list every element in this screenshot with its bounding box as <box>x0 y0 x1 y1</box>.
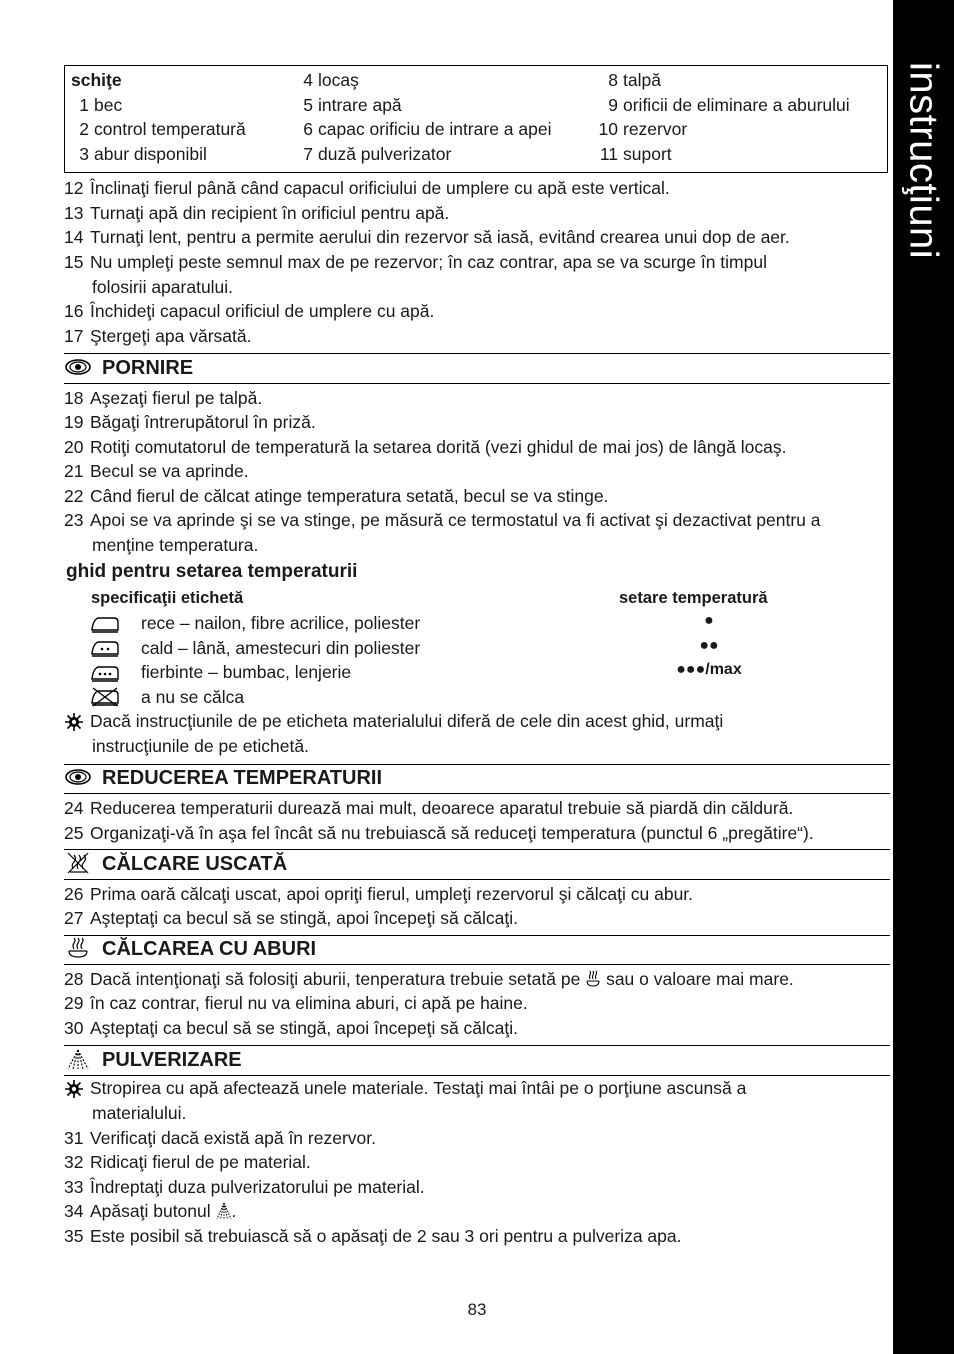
eye-icon <box>64 766 92 788</box>
part-item: 6 capac orificiu de intrare a apei <box>303 119 552 139</box>
spray-note: Stropirea cu apă afectează unele materiale. Testaţi mai întâi pe o porţiune ascunsă a <box>90 1078 747 1098</box>
spray-icon <box>64 1048 92 1070</box>
step-31: 31 Verificaţi dacă există apă în rezervor. <box>64 1128 376 1148</box>
divider <box>64 383 890 384</box>
step-14: 14 Turnaţi lent, pentru a permite aerului din rezervor să iasă, evitând crearea unui dop de aer. <box>64 227 790 247</box>
step-18: 18 Aşezaţi fierul pe talpă. <box>64 388 263 408</box>
part-item: 9 orificii de eliminare a aburului <box>608 94 850 115</box>
do-not-iron-icon <box>90 687 120 707</box>
divider <box>64 1045 890 1046</box>
step-34: 34 Apăsaţi butonul . <box>64 1201 237 1221</box>
eye-icon <box>64 356 92 378</box>
iron-hot-icon <box>90 663 120 683</box>
section-heading-pornire: PORNIRE <box>64 355 193 381</box>
guide-row-label: a nu se călca <box>141 687 245 707</box>
guide-row-setting: ●● <box>699 637 719 654</box>
divider <box>64 879 890 880</box>
section-heading-pulverizare: PULVERIZARE <box>64 1047 242 1073</box>
step-20: 20 Rotiţi comutatorul de temperatură la setarea dorită (vezi ghidul de mai jos) de lângă locaş. <box>64 437 787 457</box>
spray-note-continued: materialului. <box>92 1103 187 1123</box>
parts-column-3 <box>596 68 850 166</box>
guide-title: ghid pentru setarea temperaturii <box>66 561 358 582</box>
guide-row-label: rece – nailon, fibre acrilice, poliester <box>141 613 421 633</box>
guide-row-setting: ● <box>704 612 714 629</box>
step-15: 15 Nu umpleţi peste semnul max de pe rezervor; în caz contrar, apa se va scurge în timpul <box>64 252 767 272</box>
parts-column-1 <box>71 68 246 166</box>
spray-icon <box>216 1202 232 1220</box>
step-28: 28 Dacă intenţionaţi să folosiţi aburii, tenperatura trebuie setată pe sau o valoare mai mare. <box>64 969 794 989</box>
step-21: 21 Becul se va aprinde. <box>64 461 249 481</box>
step-33: 33 Îndreptaţi duza pulverizatorului pe material. <box>64 1177 425 1197</box>
section-heading-uscata: CĂLCARE USCATĂ <box>64 851 287 877</box>
step-23: 23 Apoi se va aprinde şi se va stinge, pe măsură ce termostatul va fi activat şi dezactivat pentru a <box>64 510 821 530</box>
warning-star-icon <box>64 1079 84 1099</box>
step-26: 26 Prima oară călcaţi uscat, apoi opriţi fierul, umpleţi rezervorul şi călcaţi cu abur. <box>64 884 694 904</box>
step-16: 16 Închideţi capacul orificiul de umplere cu apă. <box>64 301 435 321</box>
divider <box>64 849 890 850</box>
parts-column-2 <box>302 68 551 166</box>
step-35: 35 Este posibil să trebuiască să o apăsaţi de 2 sau 3 ori pentru a pulveriza apa. <box>64 1226 682 1246</box>
part-item: 3 abur disponibil <box>79 143 207 164</box>
guide-row-setting: ●●●/max <box>676 661 742 678</box>
part-item: 11 suport <box>599 143 672 164</box>
section-heading-reducere: REDUCEREA TEMPERATURII <box>64 765 382 791</box>
step-23-continued: menţine temperatura. <box>92 535 259 555</box>
step-13: 13 Turnaţi apă din recipient în orificiul pentru apă. <box>64 203 450 223</box>
sidebar-tab <box>893 0 954 1354</box>
part-item: 4 locaş <box>303 70 359 90</box>
step-19: 19 Băgaţi întrerupătorul în priză. <box>64 412 316 432</box>
step-15-continued: folosirii aparatului. <box>92 277 234 297</box>
parts-box <box>64 65 888 173</box>
sidebar-label: instrucţiuni <box>901 62 946 260</box>
divider <box>64 964 890 965</box>
guide-column-label: specificaţii etichetă <box>91 589 244 607</box>
no-steam-icon <box>64 852 92 874</box>
warning-star-icon <box>64 712 84 732</box>
part-item: 8 talpă <box>608 70 661 90</box>
guide-row-label: cald – lână, amestecuri din poliester <box>141 638 421 658</box>
guide-row-label: fierbinte – bumbac, lenjerie <box>141 662 352 682</box>
part-item: 5 intrare apă <box>303 94 402 115</box>
step-25: 25 Organizaţi-vă în aşa fel încât să nu trebuiască să reduceţi temperatura (punctul 6 „pregătire“). <box>64 823 814 843</box>
step-30: 30 Aşteptaţi ca becul să se stingă, apoi începeţi să călcaţi. <box>64 1018 519 1038</box>
step-12: 12 Înclinaţi fierul până când capacul orificiului de umplere cu apă este vertical. <box>64 178 670 198</box>
divider <box>64 353 890 354</box>
steam-icon <box>585 970 601 988</box>
step-17: 17 Ştergeţi apa vărsată. <box>64 326 252 346</box>
iron-cold-icon <box>90 614 120 634</box>
part-item: 1 bec <box>79 94 123 115</box>
step-22: 22 Când fierul de călcat atinge temperatura setată, becul se va stinge. <box>64 486 609 506</box>
step-32: 32 Ridicaţi fierul de pe material. <box>64 1152 311 1172</box>
part-item: 2 control temperatură <box>79 119 246 139</box>
iron-warm-icon <box>90 638 120 658</box>
guide-note-continued: instrucţiunile de pe etichetă. <box>92 736 309 756</box>
divider <box>64 793 890 794</box>
step-27: 27 Aşteptaţi ca becul să se stingă, apoi începeţi să călcaţi. <box>64 908 519 928</box>
parts-title: schiţe <box>71 70 122 90</box>
part-item: 7 duză pulverizator <box>303 143 452 164</box>
page-number: 83 <box>467 1300 487 1319</box>
part-item: 10 rezervor <box>598 119 688 139</box>
section-heading-aburi: CĂLCAREA CU ABURI <box>64 936 316 962</box>
guide-column-setting: setare temperatură <box>619 589 768 607</box>
steam-icon <box>64 937 92 959</box>
step-24: 24 Reducerea temperaturii durează mai mult, deoarece aparatul trebuie să piardă din căldură. <box>64 798 794 818</box>
step-29: 29 în caz contrar, fierul nu va elimina aburi, ci apă pe haine. <box>64 993 528 1013</box>
guide-note: Dacă instrucţiunile de pe eticheta materialului diferă de cele din acest ghid, urmaţi <box>90 711 724 731</box>
